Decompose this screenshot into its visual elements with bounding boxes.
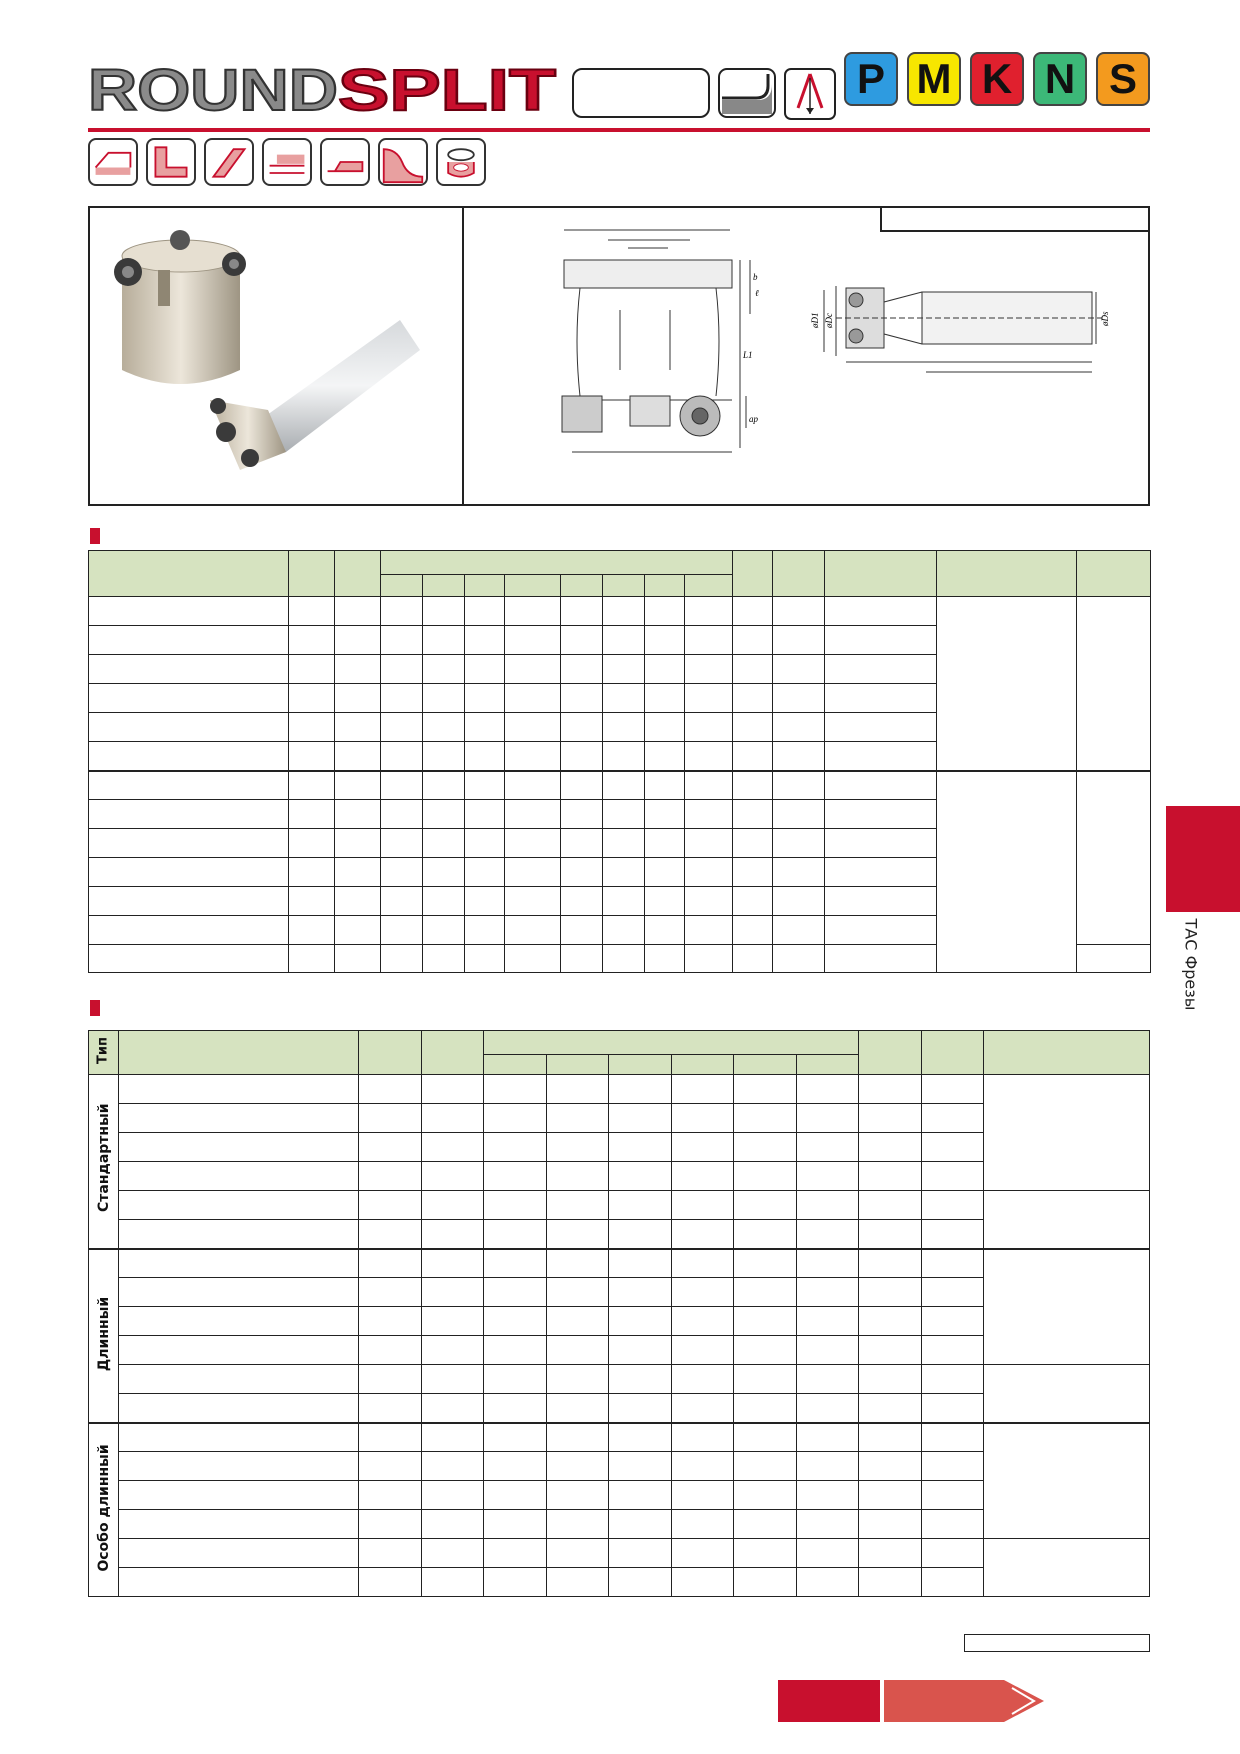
pocketing-icon (320, 138, 370, 186)
slotting-icon (262, 138, 312, 186)
roundsplit-logo (88, 62, 568, 118)
header-blank-box (572, 68, 710, 118)
dim-ds-label: øDs (1100, 311, 1110, 326)
shank-mill-drawing (796, 278, 1126, 388)
side-tab-label-wrap (1180, 920, 1204, 1030)
type-extra-long-cell (89, 1423, 119, 1597)
type-long-label: Длинный (96, 1296, 112, 1371)
shell-mill-table (88, 550, 1151, 973)
prev-page-button[interactable] (778, 1680, 880, 1722)
shoulder-milling-icon (146, 138, 196, 186)
table2-header-row-1 (89, 1031, 1150, 1055)
dim-b-label: b (753, 272, 758, 282)
footer-note-box (964, 1634, 1150, 1652)
material-s-letter: S (1108, 55, 1137, 102)
material-k-letter: K (981, 55, 1013, 102)
dim-dc-label: øDc (824, 313, 834, 328)
profiling-icon (378, 138, 428, 186)
table-row (89, 1191, 1150, 1220)
profile-icon (718, 68, 776, 118)
material-p-letter: P (856, 55, 885, 102)
material-p-badge (844, 52, 898, 106)
material-n-badge (1033, 52, 1087, 106)
side-section-tab (1166, 806, 1240, 912)
shank-mill-table (88, 1030, 1150, 1597)
helical-interpolation-icon (436, 138, 486, 186)
table-row (89, 597, 1151, 626)
table-row (89, 1365, 1150, 1394)
face-milling-icon (88, 138, 138, 186)
product-code-box (880, 206, 1150, 232)
table-row (89, 1249, 1150, 1278)
dim-d1-label: øD1 (810, 312, 820, 328)
header-divider (88, 128, 1150, 132)
type-standard-cell (89, 1075, 119, 1249)
type-standard-label: Стандартный (96, 1103, 112, 1212)
product-photo (100, 220, 460, 500)
logo-split-text: SPLIT (338, 62, 556, 118)
dim-l-label: ℓ (755, 288, 759, 298)
table-row (89, 1423, 1150, 1452)
material-s-badge (1096, 52, 1150, 106)
material-k-badge (970, 52, 1024, 106)
material-m-letter: M (916, 55, 952, 102)
section-1-marker (90, 528, 100, 544)
table-row (89, 771, 1151, 800)
table-row (89, 1075, 1150, 1104)
panel-divider (462, 206, 464, 506)
material-n-letter: N (1044, 55, 1076, 102)
material-badges (844, 52, 1150, 110)
next-page-button[interactable] (884, 1680, 1048, 1722)
type-header-label: Тип (95, 1037, 111, 1064)
logo-round-text: ROUND (88, 62, 338, 118)
table-row (89, 1539, 1150, 1568)
material-m-badge (907, 52, 961, 106)
dim-l1-label: L1 (743, 350, 753, 360)
table1-header-row-1 (89, 551, 1151, 575)
type-long-cell (89, 1249, 119, 1423)
face-mill-drawing (550, 220, 780, 470)
direction-icon (784, 68, 836, 120)
dim-ap-label: ap (749, 414, 758, 424)
side-tab-label: ТАС Фрезы (1181, 918, 1201, 1011)
type-extra-long-label: Особо длинный (96, 1443, 112, 1572)
ramping-icon (204, 138, 254, 186)
type-header-cell (89, 1031, 119, 1075)
section-2-marker (90, 1000, 100, 1016)
